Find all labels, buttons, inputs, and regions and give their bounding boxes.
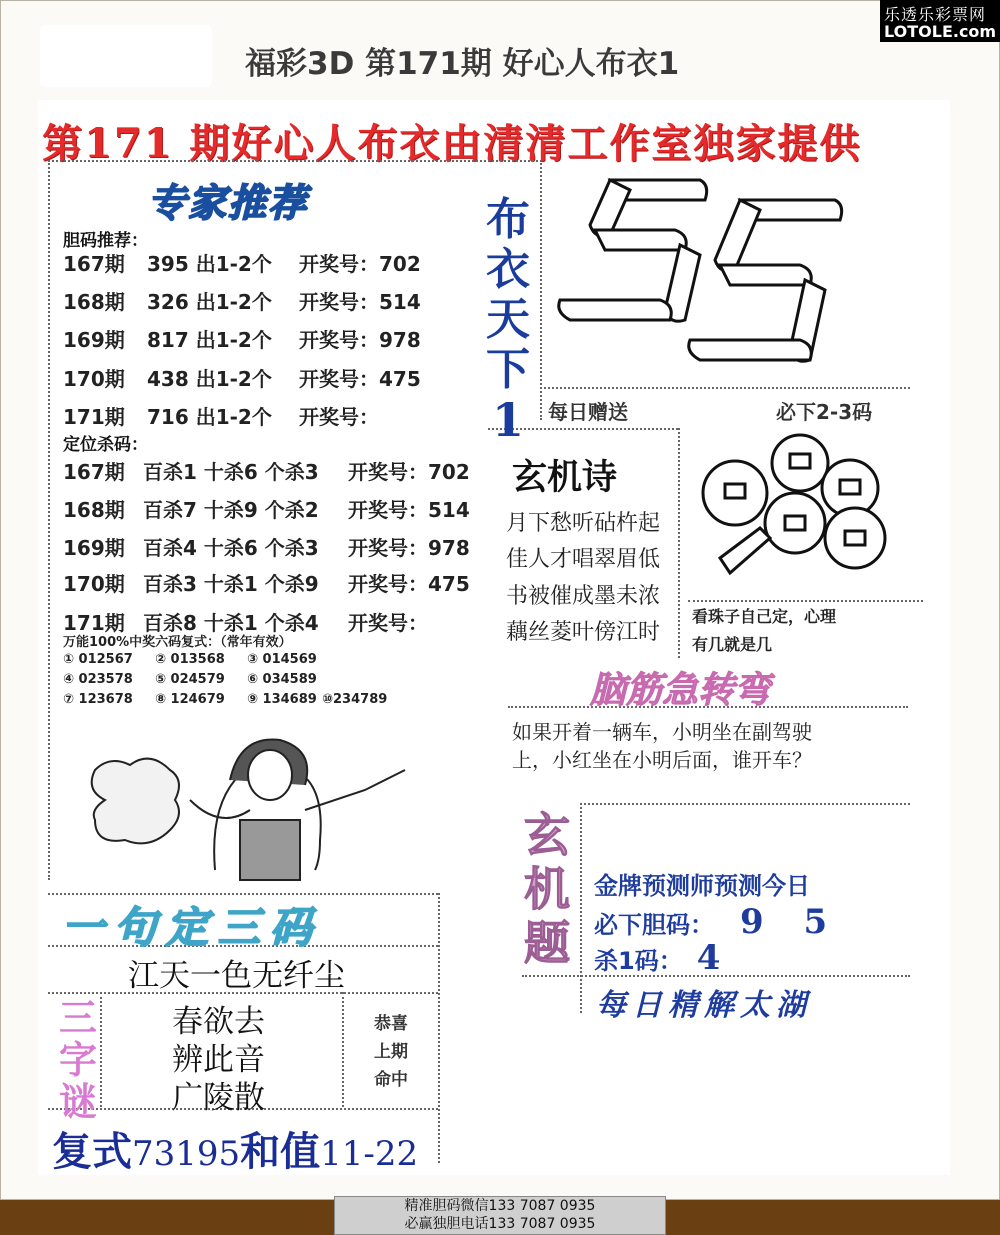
- divider: [438, 893, 440, 1163]
- brain-teaser-line: 上，小红坐在小明后面，谁开车？: [512, 748, 812, 772]
- divider: [48, 160, 538, 162]
- universal-label: 万能100%中奖六码复式：（常年有效）: [63, 635, 292, 650]
- site-badge-domain: LOTOLE.com: [884, 22, 997, 41]
- poem-line: 书被催成墨未浓: [506, 584, 661, 609]
- dan-row: 167期 395 出1-2个 开奖号：702: [63, 252, 421, 276]
- poem-line: 月下愁听砧杵起: [506, 511, 661, 536]
- kill-row: 171期 百杀8 十杀1 个杀4 开奖号：: [63, 611, 428, 635]
- daily-gift-label: 每日赠送: [548, 400, 628, 424]
- riddle-clue: 辨此音: [172, 1042, 265, 1078]
- universal-row: ① 012567 ② 013568 ③ 014569: [63, 652, 317, 667]
- one-sentence-heading: 一句定三码: [62, 903, 323, 952]
- riddle-clue: 春欲去: [172, 1004, 265, 1040]
- site-badge-name: 乐透乐彩票网: [884, 5, 987, 24]
- dan-row: 168期 326 出1-2个 开奖号：514: [63, 290, 421, 314]
- cartoon-woman-illustration: [65, 720, 445, 890]
- divider: [580, 803, 910, 805]
- must-dan-line: 必下胆码： 9 5: [594, 902, 842, 942]
- divider: [678, 428, 680, 658]
- must-codes-label: 必下2-3码: [776, 400, 873, 424]
- one-sentence-text: 江天一色无纤尘: [128, 958, 345, 994]
- divider: [342, 992, 344, 1107]
- three-char-riddle-heading: 三 字 谜: [58, 996, 97, 1124]
- contact-phone: 必赢独胆电话133 7087 0935: [404, 1216, 596, 1232]
- contact-box: [334, 1196, 666, 1235]
- big-digits-5-5-illustration: [540, 160, 870, 400]
- universal-row: ⑦ 123678 ⑧ 124679 ⑨ 134689 ⑩234789: [63, 692, 388, 707]
- poem-line: 藕丝菱叶傍江时: [506, 620, 661, 645]
- daily-taihu-footer: 每日精解太湖: [596, 988, 812, 1023]
- page-title: 福彩3D 第171期 好心人布衣1: [245, 46, 680, 82]
- kill-row: 168期 百杀7 十杀9 个杀2 开奖号：514: [63, 498, 470, 522]
- dan-row: 171期 716 出1-2个 开奖号：: [63, 405, 379, 429]
- xuanji-heading: 玄 机 题: [524, 808, 570, 970]
- dan-row: 170期 438 出1-2个 开奖号：475: [63, 367, 421, 391]
- kill-row: 169期 百杀4 十杀6 个杀3 开奖号：978: [63, 536, 470, 560]
- site-badge[interactable]: [880, 0, 1000, 42]
- kill-one-line: 杀1码： 4: [594, 938, 721, 978]
- divider: [688, 600, 923, 602]
- divider: [48, 160, 50, 880]
- vertical-title: 布 衣 天 下 1: [486, 194, 530, 447]
- poem-line: 佳人才唱翠眉低: [506, 547, 661, 572]
- dan-label: 胆码推荐：: [63, 231, 148, 251]
- kill-row: 167期 百杀1 十杀6 个杀3 开奖号：702: [63, 460, 470, 484]
- congrats-note: 恭喜 上期 命中: [374, 1014, 408, 1090]
- expert-heading: 专家推荐: [148, 180, 309, 225]
- bead-hint: 看珠子自己定，心理 有几就是几: [692, 607, 837, 654]
- combo-and-sum: 复式73195和值11-22: [52, 1129, 419, 1175]
- poem-heading: 玄机诗: [512, 458, 618, 498]
- universal-row: ④ 023578 ⑤ 024579 ⑥ 034589: [63, 672, 317, 687]
- blank-label-box: [40, 25, 212, 87]
- divider: [580, 803, 582, 1013]
- beads-illustration: [690, 428, 910, 598]
- flyer-banner: 第171 期好心人布衣由清清工作室独家提供: [42, 120, 862, 167]
- contact-wechat: 精准胆码微信133 7087 0935: [404, 1198, 596, 1214]
- kill-label: 定位杀码：: [63, 435, 148, 455]
- dan-row: 169期 817 出1-2个 开奖号：978: [63, 328, 421, 352]
- brain-teaser-line: 如果开着一辆车，小明坐在副驾驶: [512, 720, 812, 744]
- forecaster-line: 金牌预测师预测今日: [594, 872, 810, 900]
- brain-teaser-heading: 脑筋急转弯: [590, 670, 771, 711]
- kill-row: 170期 百杀3 十杀1 个杀9 开奖号：475: [63, 572, 470, 596]
- riddle-clue: 广陵散: [172, 1080, 265, 1116]
